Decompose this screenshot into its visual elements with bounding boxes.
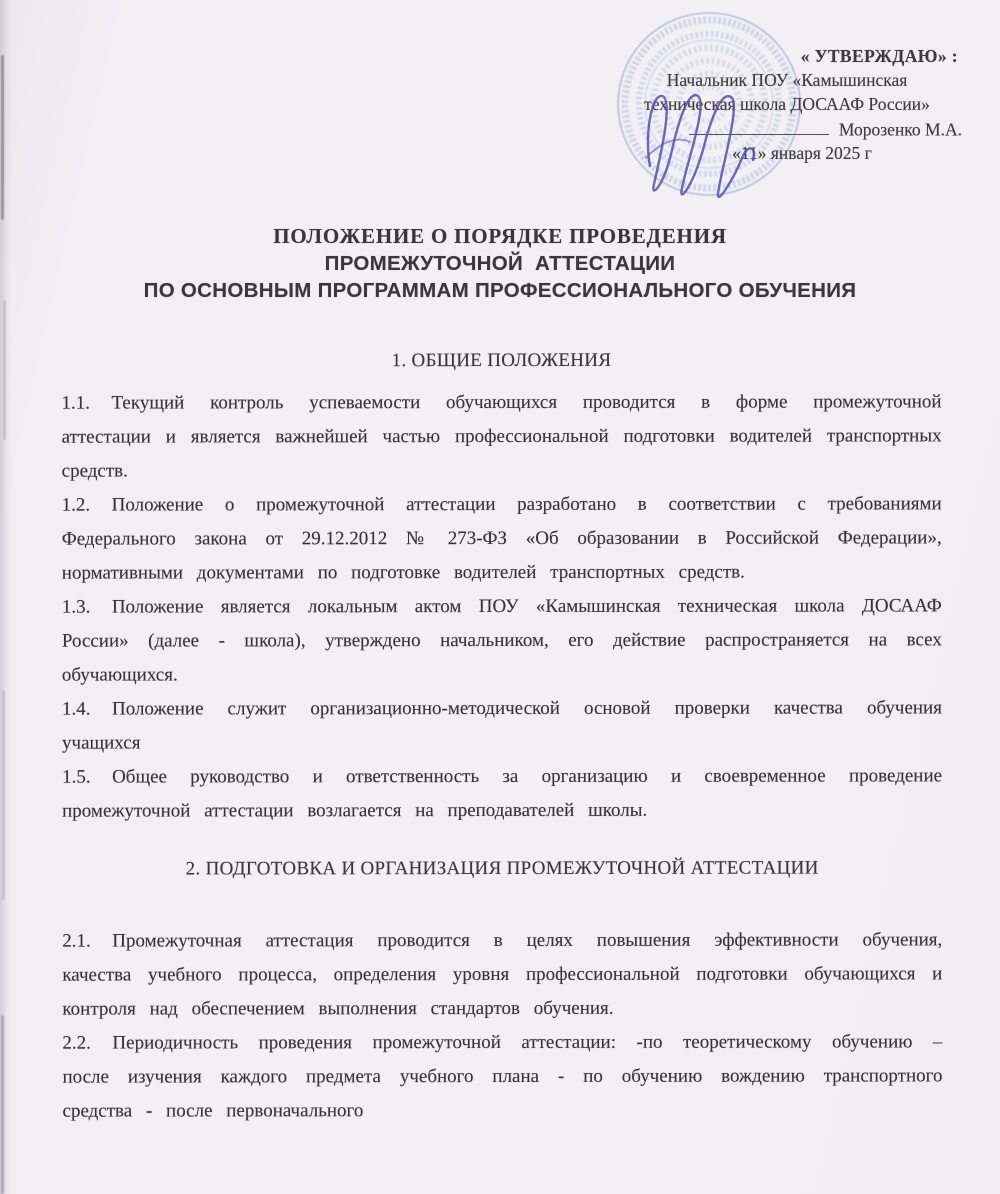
- paragraph-2-1: [62, 923, 942, 1026]
- paragraph-number: 1.5.: [62, 766, 91, 788]
- approval-label: « УТВЕРЖДАЮ» :: [800, 46, 958, 66]
- approval-date: «11» января 2025 г: [732, 143, 872, 164]
- scan-edge-artifact: [1, 55, 4, 220]
- section-1: [61, 345, 942, 828]
- paragraph-number: 2.1.: [62, 930, 91, 952]
- signature-row: [612, 116, 962, 141]
- document-title: [0, 223, 1000, 304]
- title-line-2: ПРОМЕЖУТОЧНОЙ АТТЕСТАЦИИ: [324, 252, 676, 275]
- paragraph-1-4: [62, 691, 942, 760]
- signature-line: [689, 116, 829, 135]
- scan-edge-shadow: [0, 0, 13, 1194]
- paragraph-number: 1.2.: [61, 494, 91, 516]
- signatory-name: Морозенко М.А.: [838, 119, 962, 140]
- paragraph-number: 1.4.: [61, 698, 91, 720]
- section-2-heading: 2. ПОДГОТОВКА И ОРГАНИЗАЦИЯ ПРОМЕЖУТОЧНОЙ АТТЕСТАЦИИ: [185, 857, 819, 880]
- paragraph-text: Положение о промежуточной аттестации разработано в соответствии с требованиями Федерального закона от 29.12.2012 № 273-ФЗ «Об образовании в Российской Федерации», нормативными документами по подготовке водителей транспортных средств.: [61, 493, 942, 584]
- paragraph-number: 1.3.: [61, 596, 91, 618]
- paragraph-1-2: [62, 487, 942, 590]
- paragraph-text: Общее руководство и ответственность за организацию и своевременное проведение промежуточной аттестации возлагается на преподавателей школы.: [62, 765, 943, 822]
- paragraph-1-3: [62, 589, 942, 692]
- section-2: [62, 853, 942, 1128]
- scan-edge-artifact: [1, 1015, 4, 1194]
- paragraph-text: Положение является локальным актом ПОУ «Камышинская техническая школа ДОСААФ России» (далее - школа), утверждено начальником, его действие распространяется на всех обучающихся.: [61, 595, 942, 686]
- paragraph-text: Текущий контроль успеваемости обучающихся проводится в форме промежуточной аттестации и является важнейшей частью профессиональной подготовки водителей транспортных средств.: [61, 391, 942, 482]
- title-line-3: ПО ОСНОВНЫМ ПРОГРАММАМ ПРОФЕССИОНАЛЬНОГО ОБУЧЕНИЯ: [143, 279, 857, 302]
- section-1-heading: 1. ОБЩИЕ ПОЛОЖЕНИЯ: [391, 349, 612, 372]
- approval-block: [612, 44, 962, 165]
- paragraph-text: Периодичность проведения промежуточной аттестации: -по теоретическому обучению – после изучения каждого предмета учебного плана - по обучению вождению транспортного средства - после первоначального: [62, 1031, 943, 1122]
- document-body: [61, 345, 942, 1128]
- scan-edge-artifact: [2, 690, 5, 900]
- paragraph-1-1: [62, 385, 942, 488]
- paragraph-text: Положение служит организационно-методической основой проверки качества обучения учащихся: [61, 697, 942, 754]
- paragraph-number: 2.2.: [62, 1032, 91, 1054]
- scan-edge-artifact: [3, 300, 6, 440]
- approval-org-line2: техническая школа ДОСААФ России»: [644, 94, 930, 114]
- paragraph-2-2: [62, 1025, 942, 1128]
- approval-org-line1: Начальник ПОУ «Камышинская: [666, 70, 908, 90]
- title-line-1: ПОЛОЖЕНИЕ О ПОРЯДКЕ ПРОВЕДЕНИЯ: [273, 224, 727, 248]
- paragraph-number: 1.1.: [61, 392, 91, 414]
- paragraph-1-5: [62, 759, 942, 828]
- paragraph-text: Промежуточная аттестация проводится в целях повышения эффективности обучения, качества учебного процесса, определения уровня профессиональной подготовки обучающихся и контроля над обеспечением выполнения стандартов обучения.: [62, 929, 943, 1020]
